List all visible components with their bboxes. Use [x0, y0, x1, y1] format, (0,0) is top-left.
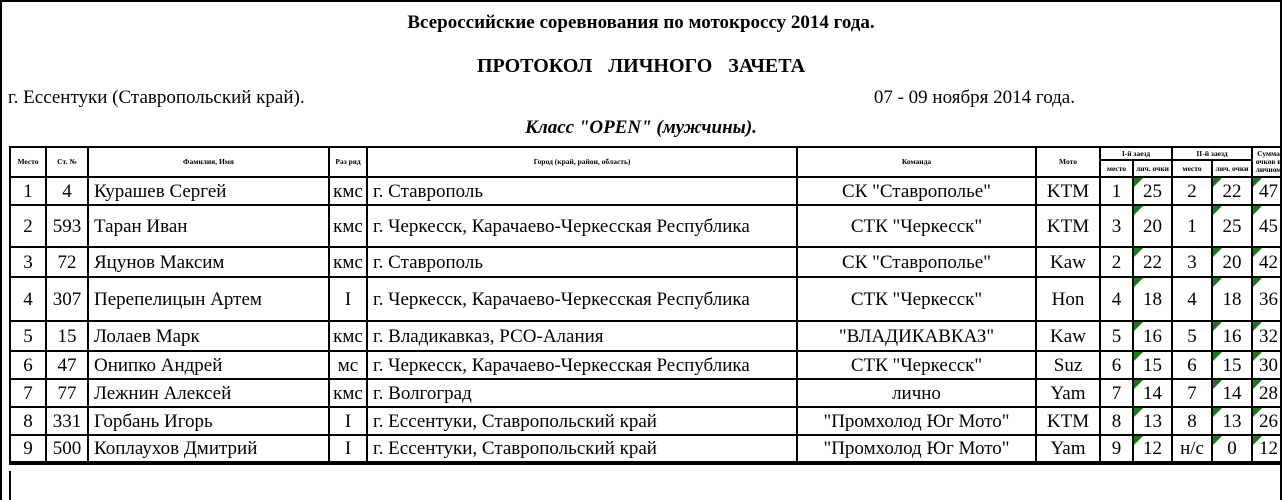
- cell-total[interactable]: 28: [1252, 379, 1282, 407]
- cell-r1_points[interactable]: 14: [1133, 379, 1172, 407]
- error-indicator-triangle-icon: [1213, 278, 1222, 287]
- cell-r1_place[interactable]: 1: [1100, 177, 1133, 205]
- cell-place[interactable]: 6: [10, 351, 46, 379]
- col-header-name: Фамилия, Имя: [88, 147, 329, 177]
- cell-num[interactable]: 47: [46, 351, 88, 379]
- cell-rank[interactable]: кмс: [329, 247, 367, 277]
- cell-total[interactable]: 47: [1252, 177, 1282, 205]
- cell-r2_points[interactable]: 25: [1212, 205, 1252, 247]
- cell-name[interactable]: Яцунов Максим: [88, 247, 329, 277]
- cell-moto[interactable]: Kaw: [1036, 247, 1100, 277]
- table-row: [10, 277, 1282, 321]
- col-header-race2: II-й заезд: [1172, 147, 1252, 160]
- cell-place[interactable]: 9: [10, 435, 46, 463]
- cell-num[interactable]: 15: [46, 321, 88, 351]
- cell-total[interactable]: 45: [1252, 205, 1282, 247]
- error-indicator-triangle-icon: [1253, 248, 1262, 257]
- cell-r2_place[interactable]: н/с: [1172, 435, 1212, 463]
- cell-r2_place[interactable]: 7: [1172, 379, 1212, 407]
- cell-moto[interactable]: Suz: [1036, 351, 1100, 379]
- cell-r1_place[interactable]: 6: [1100, 351, 1133, 379]
- cell-r2_points[interactable]: 15: [1212, 351, 1252, 379]
- cell-r1_place[interactable]: 9: [1100, 435, 1133, 463]
- error-indicator-triangle-icon: [1213, 322, 1222, 331]
- cell-r2_points[interactable]: 16: [1212, 321, 1252, 351]
- cell-team[interactable]: "ВЛАДИКАВКАЗ": [797, 321, 1036, 351]
- cell-moto[interactable]: Yam: [1036, 379, 1100, 407]
- cell-team[interactable]: СТК "Черкесск": [797, 351, 1036, 379]
- error-indicator-triangle-icon: [1134, 248, 1143, 257]
- cell-team[interactable]: СК "Ставрополье": [797, 247, 1036, 277]
- error-indicator-triangle-icon: [1213, 380, 1222, 389]
- cell-name[interactable]: Горбань Игорь: [88, 407, 329, 435]
- cell-num[interactable]: 72: [46, 247, 88, 277]
- cell-city[interactable]: г. Волгоград: [367, 379, 797, 407]
- cell-moto[interactable]: Yam: [1036, 435, 1100, 463]
- cell-city[interactable]: г. Ессентуки, Ставропольский край: [367, 407, 797, 435]
- cell-r1_place[interactable]: 8: [1100, 407, 1133, 435]
- error-indicator-triangle-icon: [1213, 178, 1222, 187]
- cell-r1_points[interactable]: 18: [1133, 277, 1172, 321]
- cell-r1_place[interactable]: 2: [1100, 247, 1133, 277]
- cell-city[interactable]: г. Черкесск, Карачаево-Черкесская Республика: [367, 277, 797, 321]
- table-row: [10, 177, 1282, 205]
- error-indicator-triangle-icon: [1134, 380, 1143, 389]
- error-indicator-triangle-icon: [1134, 436, 1143, 445]
- cell-r1_points[interactable]: 12: [1133, 435, 1172, 463]
- cell-r1_points[interactable]: 16: [1133, 321, 1172, 351]
- cell-city[interactable]: г. Ставрополь: [367, 247, 797, 277]
- cell-city[interactable]: г. Владикавказ, РСО-Алания: [367, 321, 797, 351]
- cell-rank[interactable]: мс: [329, 351, 367, 379]
- cell-team[interactable]: "Промхолод Юг Мото": [797, 435, 1036, 463]
- cell-rank[interactable]: I: [329, 407, 367, 435]
- table-row: [10, 407, 1282, 435]
- cell-name[interactable]: Коплаухов Дмитрий: [88, 435, 329, 463]
- error-indicator-triangle-icon: [1134, 278, 1143, 287]
- cell-r2_place[interactable]: 3: [1172, 247, 1212, 277]
- error-indicator-triangle-icon: [1213, 206, 1222, 215]
- cell-r2_points[interactable]: 13: [1212, 407, 1252, 435]
- cell-num[interactable]: 593: [46, 205, 88, 247]
- cell-place[interactable]: 4: [10, 277, 46, 321]
- results-table-body: [10, 177, 1282, 463]
- cell-team[interactable]: лично: [797, 379, 1036, 407]
- cell-place[interactable]: 2: [10, 205, 46, 247]
- cell-moto[interactable]: Kaw: [1036, 321, 1100, 351]
- results-table: [9, 146, 1282, 465]
- cell-r1_place[interactable]: 3: [1100, 205, 1133, 247]
- cell-rank[interactable]: I: [329, 277, 367, 321]
- cell-name[interactable]: Курашев Сергей: [88, 177, 329, 205]
- cell-city[interactable]: г. Ессентуки, Ставропольский край: [367, 435, 797, 463]
- cell-team[interactable]: СК "Ставрополье": [797, 177, 1036, 205]
- col-header-race2-points: лич. очки: [1212, 160, 1252, 177]
- error-indicator-triangle-icon: [1213, 436, 1222, 445]
- table-row: [10, 435, 1282, 463]
- col-header-place: Место: [10, 147, 46, 177]
- cell-r1_points[interactable]: 20: [1133, 205, 1172, 247]
- cell-place[interactable]: 7: [10, 379, 46, 407]
- cell-name[interactable]: Лежнин Алексей: [88, 379, 329, 407]
- table-row: [10, 247, 1282, 277]
- col-header-start-number: Ст. №: [46, 147, 88, 177]
- cell-rank[interactable]: I: [329, 435, 367, 463]
- cell-team[interactable]: "Промхолод Юг Мото": [797, 407, 1036, 435]
- col-header-moto: Мото: [1036, 147, 1100, 177]
- cell-r2_points[interactable]: 14: [1212, 379, 1252, 407]
- error-indicator-triangle-icon: [1213, 248, 1222, 257]
- col-header-race1-place: место: [1100, 160, 1133, 177]
- cell-team[interactable]: СТК "Черкесск": [797, 277, 1036, 321]
- col-header-city: Город (край, район, область): [367, 147, 797, 177]
- cell-rank[interactable]: кмс: [329, 379, 367, 407]
- cell-team[interactable]: СТК "Черкесск": [797, 205, 1036, 247]
- table-row: [10, 321, 1282, 351]
- error-indicator-triangle-icon: [1213, 408, 1222, 417]
- cell-r2_place[interactable]: 5: [1172, 321, 1212, 351]
- cell-r2_points[interactable]: 22: [1212, 177, 1252, 205]
- cell-r2_place[interactable]: 1: [1172, 205, 1212, 247]
- cell-num[interactable]: 4: [46, 177, 88, 205]
- error-indicator-triangle-icon: [1253, 436, 1262, 445]
- class-title: Класс "OPEN" (мужчины).: [525, 117, 757, 138]
- cell-num[interactable]: 307: [46, 277, 88, 321]
- cell-moto[interactable]: KTM: [1036, 407, 1100, 435]
- cell-city[interactable]: г. Ставрополь: [367, 177, 797, 205]
- error-indicator-triangle-icon: [1213, 352, 1222, 361]
- col-header-race1: I-й заезд: [1100, 147, 1172, 160]
- cell-name[interactable]: Онипко Андрей: [88, 351, 329, 379]
- protocol-subtitle: ПРОТОКОЛ ЛИЧНОГО ЗАЧЕТА: [476, 55, 806, 77]
- cell-num[interactable]: 331: [46, 407, 88, 435]
- cell-r1_place[interactable]: 4: [1100, 277, 1133, 321]
- col-header-race2-place: место: [1172, 160, 1212, 177]
- col-header-race1-points: лич. очки: [1133, 160, 1172, 177]
- cell-r2_place[interactable]: 2: [1172, 177, 1212, 205]
- cell-r2_place[interactable]: 4: [1172, 277, 1212, 321]
- cell-rank[interactable]: кмс: [329, 177, 367, 205]
- cell-r1_place[interactable]: 5: [1100, 321, 1133, 351]
- cell-total[interactable]: 42: [1252, 247, 1282, 277]
- cell-city[interactable]: г. Черкесск, Карачаево-Черкесская Республика: [367, 351, 797, 379]
- cell-total[interactable]: 32: [1252, 321, 1282, 351]
- error-indicator-triangle-icon: [1253, 380, 1262, 389]
- cell-r2_points[interactable]: 0: [1212, 435, 1252, 463]
- cell-city[interactable]: г. Черкесск, Карачаево-Черкесская Республика: [367, 205, 797, 247]
- col-header-total: Сумма очков в личном: [1252, 147, 1282, 177]
- table-row: [10, 379, 1282, 407]
- cell-rank[interactable]: кмс: [329, 205, 367, 247]
- cell-name[interactable]: Таран Иван: [88, 205, 329, 247]
- error-indicator-triangle-icon: [1134, 408, 1143, 417]
- error-indicator-triangle-icon: [1253, 278, 1262, 287]
- cell-r1_points[interactable]: 13: [1133, 407, 1172, 435]
- cell-r2_place[interactable]: 8: [1172, 407, 1212, 435]
- error-indicator-triangle-icon: [1253, 178, 1262, 187]
- error-indicator-triangle-icon: [1253, 408, 1262, 417]
- cell-place[interactable]: 3: [10, 247, 46, 277]
- cell-r1_points[interactable]: 25: [1133, 177, 1172, 205]
- error-indicator-triangle-icon: [1253, 352, 1262, 361]
- error-indicator-triangle-icon: [1134, 178, 1143, 187]
- cell-total[interactable]: 36: [1252, 277, 1282, 321]
- cell-moto[interactable]: KTM: [1036, 205, 1100, 247]
- event-location: г. Ессентуки (Ставропольский край).: [8, 87, 305, 108]
- document-title: Всероссийские соревнования по мотокроссу 2014 года.: [407, 12, 875, 33]
- col-header-team: Команда: [797, 147, 1036, 177]
- cell-total[interactable]: 30: [1252, 351, 1282, 379]
- cell-rank[interactable]: кмс: [329, 321, 367, 351]
- cell-name[interactable]: Лолаев Марк: [88, 321, 329, 351]
- error-indicator-triangle-icon: [1134, 322, 1143, 331]
- cell-r2_place[interactable]: 6: [1172, 351, 1212, 379]
- cell-total[interactable]: 12: [1252, 435, 1282, 463]
- cell-r2_points[interactable]: 18: [1212, 277, 1252, 321]
- cell-place[interactable]: 1: [10, 177, 46, 205]
- cell-r1_points[interactable]: 15: [1133, 351, 1172, 379]
- cell-name[interactable]: Перепелицын Артем: [88, 277, 329, 321]
- location-date-row: [2, 87, 1280, 109]
- cell-r1_place[interactable]: 7: [1100, 379, 1133, 407]
- table-row: [10, 205, 1282, 247]
- col-header-rank: Раз ряд: [329, 147, 367, 177]
- cell-r1_points[interactable]: 22: [1133, 247, 1172, 277]
- cell-moto[interactable]: KTM: [1036, 177, 1100, 205]
- error-indicator-triangle-icon: [1134, 352, 1143, 361]
- table-left-border-stub: [9, 471, 11, 500]
- cell-place[interactable]: 5: [10, 321, 46, 351]
- table-row: [10, 351, 1282, 379]
- cell-num[interactable]: 500: [46, 435, 88, 463]
- error-indicator-triangle-icon: [1253, 322, 1262, 331]
- cell-r2_points[interactable]: 20: [1212, 247, 1252, 277]
- error-indicator-triangle-icon: [1253, 206, 1262, 215]
- cell-num[interactable]: 77: [46, 379, 88, 407]
- cell-total[interactable]: 26: [1252, 407, 1282, 435]
- event-dates: 07 - 09 ноября 2014 года.: [873, 87, 1075, 108]
- cell-moto[interactable]: Hon: [1036, 277, 1100, 321]
- cell-place[interactable]: 8: [10, 407, 46, 435]
- error-indicator-triangle-icon: [1134, 206, 1143, 215]
